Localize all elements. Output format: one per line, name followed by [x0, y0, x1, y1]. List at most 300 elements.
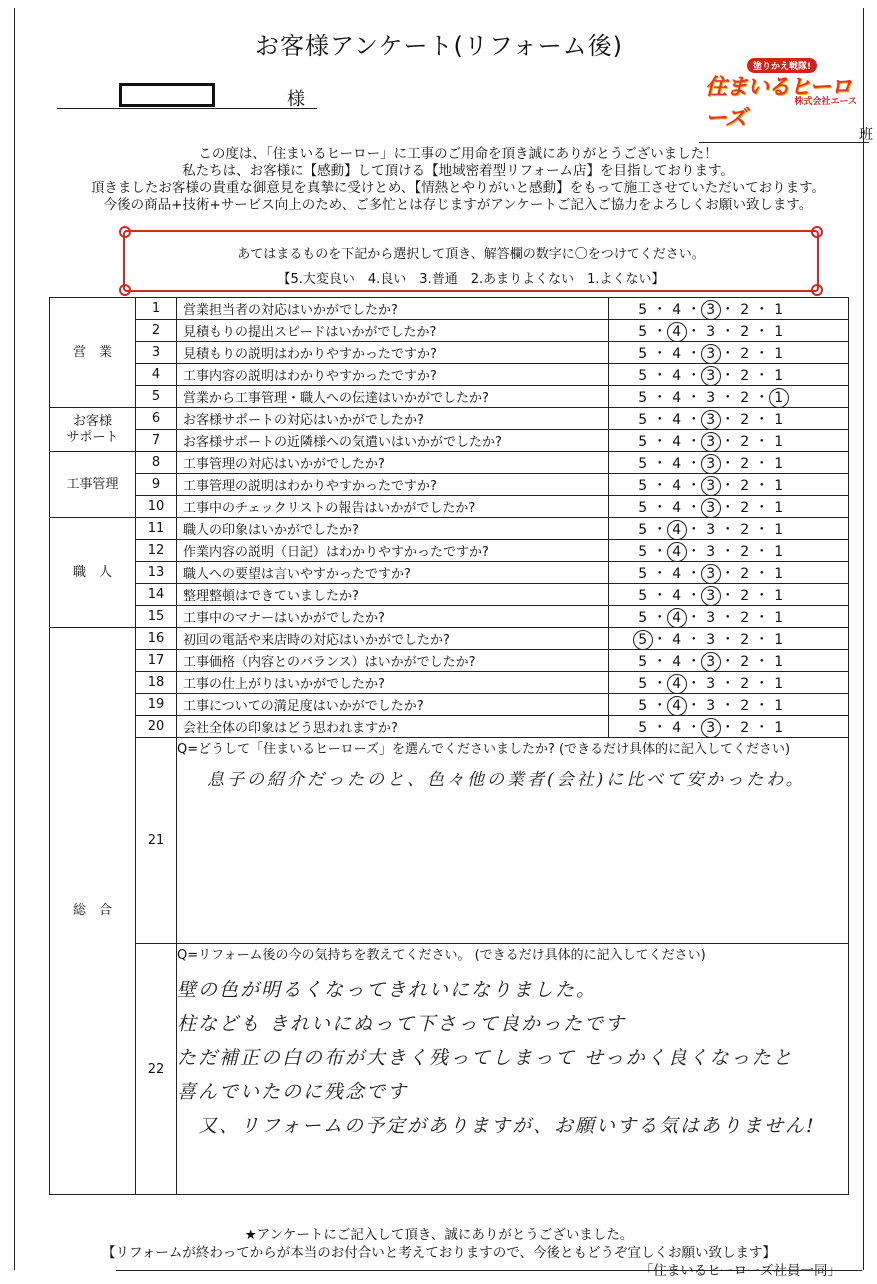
rating-option[interactable]: 3 — [706, 697, 716, 714]
rating-option[interactable]: 2 — [740, 411, 750, 428]
footer-rule — [116, 1270, 862, 1271]
question-number: 17 — [136, 650, 177, 672]
scale-separator: ・ — [754, 697, 770, 714]
question-number: 22 — [136, 944, 177, 1195]
scale-separator: ・ — [720, 301, 736, 318]
question-number: 20 — [136, 716, 177, 738]
scale-separator: ・ — [720, 521, 736, 538]
rating-option[interactable]: 1 — [774, 521, 784, 538]
scale-separator: ・ — [720, 631, 736, 648]
category-eigyo: 営 業 — [50, 298, 136, 408]
question-text: お客様サポートの近隣様への気遣いはいかがでしたか? — [177, 430, 609, 452]
rating-option-selected[interactable]: 3 — [702, 412, 720, 428]
rating-option[interactable]: 2 — [740, 587, 750, 604]
free-answer-cell[interactable] — [177, 738, 849, 944]
free-question-text: Q=リフォーム後の今の気持ちを教えてください。 (できるだけ具体的に記入してください) — [177, 948, 706, 963]
rating-option[interactable]: 2 — [740, 433, 750, 450]
scroll-curl-decoration — [119, 226, 131, 238]
question-row — [50, 430, 849, 452]
handwritten-line: 壁の色が明るくなってきれいになりました。 — [177, 979, 598, 1001]
scale-separator: ・ — [652, 697, 668, 714]
rating-option[interactable]: 5 — [638, 719, 648, 736]
footer-thanks: ★アンケートにご記入して頂き、誠にありがとうございました。 — [244, 1227, 634, 1243]
scale-separator: ・ — [720, 367, 736, 384]
scale-separator: ・ — [652, 477, 668, 494]
rating-option[interactable]: 2 — [740, 455, 750, 472]
intro-line: 私たちは、お客様に【感動】して頂ける【地域密着型リフォーム店】を目指しております。 — [182, 163, 734, 179]
rating-option[interactable]: 4 — [672, 587, 682, 604]
rating-scale — [609, 540, 849, 562]
question-text: 工事の仕上がりはいかがでしたか? — [177, 672, 609, 694]
question-text: 工事管理の説明はわかりやすかったですか? — [177, 474, 609, 496]
rating-option-selected[interactable]: 4 — [668, 676, 686, 692]
rating-option[interactable]: 1 — [774, 499, 784, 516]
question-number: 8 — [136, 452, 177, 474]
question-text: 工事管理の対応はいかがでしたか? — [177, 452, 609, 474]
rating-option-selected[interactable]: 3 — [702, 720, 720, 736]
rating-option[interactable]: 5 — [638, 499, 648, 516]
question-row — [50, 386, 849, 408]
rating-option[interactable]: 4 — [672, 653, 682, 670]
rating-option[interactable]: 1 — [774, 697, 784, 714]
question-text: 作業内容の説明（日記）はわかりやすかったですか? — [177, 540, 609, 562]
handwritten-line: 又、リフォームの予定がありますが、お願いする気はありません! — [177, 1115, 816, 1137]
question-number: 11 — [136, 518, 177, 540]
rating-option-selected[interactable]: 4 — [668, 544, 686, 560]
rating-option[interactable]: 1 — [774, 543, 784, 560]
question-text: 工事価格（内容とのバランス）はいかがでしたか? — [177, 650, 609, 672]
scale-separator: ・ — [652, 345, 668, 362]
rating-option[interactable]: 2 — [740, 345, 750, 362]
question-text: 工事中のチェックリストの報告はいかがでしたか? — [177, 496, 609, 518]
intro-line: 頂きましたお客様の貴重な御意見を真摯に受けとめ、【情熱とやりがいと感動】をもって施工させていただいております。 — [90, 180, 826, 196]
rating-option[interactable]: 1 — [774, 345, 784, 362]
rating-scale — [609, 452, 849, 474]
customer-honorific: 様 — [287, 89, 305, 110]
question-text: 職人への要望は言いやすかったですか? — [177, 562, 609, 584]
company-logo — [705, 58, 865, 131]
name-underline — [57, 108, 317, 109]
rating-option[interactable]: 5 — [638, 565, 648, 582]
rating-option[interactable]: 5 — [638, 367, 648, 384]
scale-separator: ・ — [652, 301, 668, 318]
scale-separator: ・ — [754, 631, 770, 648]
scale-separator: ・ — [754, 455, 770, 472]
rating-option-selected[interactable]: 3 — [702, 434, 720, 450]
question-number: 12 — [136, 540, 177, 562]
scale-separator: ・ — [686, 389, 702, 406]
question-number: 18 — [136, 672, 177, 694]
rating-option[interactable]: 2 — [740, 521, 750, 538]
rating-option[interactable]: 2 — [740, 675, 750, 692]
scale-separator: ・ — [652, 653, 668, 670]
scale-separator: ・ — [652, 587, 668, 604]
scale-separator: ・ — [754, 367, 770, 384]
scale-separator: ・ — [720, 719, 736, 736]
category-kanri: 工事管理 — [50, 452, 136, 518]
scale-separator: ・ — [754, 543, 770, 560]
rating-option[interactable]: 5 — [638, 389, 648, 406]
rating-option[interactable]: 5 — [638, 345, 648, 362]
rating-option-selected[interactable]: 3 — [702, 478, 720, 494]
scale-separator: ・ — [652, 411, 668, 428]
scale-separator: ・ — [754, 433, 770, 450]
scroll-curl-decoration — [811, 226, 823, 238]
rating-option[interactable]: 4 — [672, 345, 682, 362]
rating-option[interactable]: 5 — [638, 521, 648, 538]
rating-scale — [609, 628, 849, 650]
question-text: 見積もりの提出スピードはいかがでしたか? — [177, 320, 609, 342]
survey-table — [49, 297, 849, 1195]
scale-separator: ・ — [720, 587, 736, 604]
scale-separator: ・ — [686, 499, 702, 516]
scale-separator: ・ — [754, 587, 770, 604]
scale-separator: ・ — [754, 521, 770, 538]
rating-option-selected[interactable]: 3 — [702, 456, 720, 472]
rating-scale — [609, 562, 849, 584]
scale-separator: ・ — [686, 697, 702, 714]
question-text: お客様サポートの対応はいかがでしたか? — [177, 408, 609, 430]
rating-option-selected[interactable]: 3 — [702, 368, 720, 384]
rating-option[interactable]: 4 — [672, 301, 682, 318]
scale-separator: ・ — [754, 675, 770, 692]
question-number: 14 — [136, 584, 177, 606]
scale-separator: ・ — [720, 675, 736, 692]
rating-option-selected[interactable]: 3 — [702, 654, 720, 670]
handwritten-line: 息子の紹介だったのと、色々他の業者(会社)に比べて安かったわ。 — [207, 770, 806, 790]
instruction-line-1: あてはまるものを下記から選択して頂き、解答欄の数字に〇をつけてください。 — [237, 247, 705, 262]
scale-separator: ・ — [686, 521, 702, 538]
rating-option[interactable]: 1 — [774, 587, 784, 604]
rating-option[interactable]: 3 — [706, 389, 716, 406]
scale-separator: ・ — [652, 433, 668, 450]
scale-separator: ・ — [686, 323, 702, 340]
page-title: お客様アンケート(リフォーム後) — [254, 32, 624, 60]
rating-option[interactable]: 4 — [672, 499, 682, 516]
rating-option[interactable]: 4 — [672, 411, 682, 428]
rating-option[interactable]: 5 — [638, 543, 648, 560]
rating-option-selected[interactable]: 3 — [702, 566, 720, 582]
rating-option[interactable]: 3 — [706, 631, 716, 648]
scale-separator: ・ — [686, 345, 702, 362]
handwritten-line: 喜んでいたのに残念です — [177, 1081, 409, 1103]
scale-separator: ・ — [652, 323, 668, 340]
scale-separator: ・ — [686, 565, 702, 582]
rating-option[interactable]: 4 — [672, 719, 682, 736]
question-text: 営業担当者の対応はいかがでしたか? — [177, 298, 609, 320]
question-row — [50, 342, 849, 364]
rating-option[interactable]: 5 — [638, 653, 648, 670]
scale-separator: ・ — [754, 609, 770, 626]
rating-option[interactable]: 5 — [638, 301, 648, 318]
scale-separator: ・ — [720, 499, 736, 516]
handwritten-answer — [207, 763, 848, 797]
rating-scale — [609, 364, 849, 386]
free-answer-row — [50, 944, 849, 1195]
scale-separator: ・ — [686, 367, 702, 384]
question-number: 7 — [136, 430, 177, 452]
rating-option[interactable]: 1 — [774, 675, 784, 692]
scale-separator: ・ — [754, 653, 770, 670]
rating-option[interactable]: 5 — [638, 411, 648, 428]
rating-option[interactable]: 2 — [740, 565, 750, 582]
scale-separator: ・ — [754, 719, 770, 736]
question-text: 工事内容の説明はわかりやすかったですか? — [177, 364, 609, 386]
rating-option[interactable]: 5 — [638, 609, 648, 626]
question-number: 4 — [136, 364, 177, 386]
rating-option-selected[interactable]: 3 — [702, 588, 720, 604]
logo-tag: 塗りかえ戦隊! — [747, 58, 817, 73]
question-row — [50, 298, 849, 320]
rating-option[interactable]: 2 — [740, 697, 750, 714]
scale-separator: ・ — [652, 543, 668, 560]
free-answer-cell[interactable] — [177, 944, 849, 1195]
intro-text — [43, 146, 873, 214]
category-support-line: サポート — [66, 429, 119, 445]
rating-option[interactable]: 4 — [672, 477, 682, 494]
rating-option[interactable]: 4 — [672, 631, 682, 648]
question-number: 2 — [136, 320, 177, 342]
question-row — [50, 452, 849, 474]
scale-separator: ・ — [754, 477, 770, 494]
rating-option-selected[interactable]: 1 — [770, 390, 788, 406]
logo-company: 株式会社エース — [794, 97, 857, 107]
instruction-scale: 【5.大変良い 4.良い 3.普通 2.あまりよくない 1.よくない】 — [277, 272, 665, 287]
scale-separator: ・ — [686, 631, 702, 648]
rating-scale — [609, 606, 849, 628]
rating-option-selected[interactable]: 4 — [668, 698, 686, 714]
rating-scale — [609, 518, 849, 540]
question-row — [50, 606, 849, 628]
rating-option[interactable]: 1 — [774, 323, 784, 340]
rating-option[interactable]: 5 — [638, 433, 648, 450]
rating-option[interactable]: 2 — [740, 609, 750, 626]
scale-separator: ・ — [686, 433, 702, 450]
rating-option[interactable]: 1 — [774, 631, 784, 648]
rating-scale — [609, 342, 849, 364]
rating-option[interactable]: 5 — [638, 675, 648, 692]
rating-scale — [609, 584, 849, 606]
rating-option[interactable]: 1 — [774, 565, 784, 582]
scale-separator: ・ — [754, 301, 770, 318]
intro-line: この度は、「住まいるヒーロー」に工事のご用命を頂き誠にありがとうございました！ — [198, 146, 718, 162]
handwritten-answer — [177, 973, 848, 1143]
rating-scale — [609, 474, 849, 496]
rating-option[interactable]: 4 — [672, 367, 682, 384]
question-row — [50, 496, 849, 518]
question-text: 初回の電話や来店時の対応はいかがでしたか? — [177, 628, 609, 650]
footer-message: 【リフォームが終わってからが本当のお付合いと考えておりますので、今後ともどうぞ宜しくお願い致します】 — [102, 1245, 776, 1261]
scale-separator: ・ — [686, 609, 702, 626]
rating-scale — [609, 496, 849, 518]
question-row — [50, 650, 849, 672]
scale-separator: ・ — [754, 389, 770, 406]
rating-option[interactable]: 2 — [740, 477, 750, 494]
category-shokunin: 職 人 — [50, 518, 136, 628]
scale-separator: ・ — [652, 367, 668, 384]
question-text: 整理整頓はできていましたか? — [177, 584, 609, 606]
rating-option[interactable]: 1 — [774, 411, 784, 428]
rating-option[interactable]: 4 — [672, 565, 682, 582]
rating-option-selected[interactable]: 3 — [702, 302, 720, 318]
scale-separator: ・ — [652, 675, 668, 692]
rating-option[interactable]: 2 — [740, 653, 750, 670]
scale-separator: ・ — [720, 477, 736, 494]
scale-separator: ・ — [720, 653, 736, 670]
question-row — [50, 540, 849, 562]
scale-separator: ・ — [720, 389, 736, 406]
rating-option-selected[interactable]: 4 — [668, 324, 686, 340]
scale-separator: ・ — [720, 543, 736, 560]
question-number: 5 — [136, 386, 177, 408]
category-support — [50, 408, 136, 452]
scale-separator: ・ — [754, 411, 770, 428]
question-number: 3 — [136, 342, 177, 364]
scale-separator: ・ — [686, 653, 702, 670]
rating-option[interactable]: 1 — [774, 609, 784, 626]
scale-separator: ・ — [754, 565, 770, 582]
rating-option[interactable]: 2 — [740, 631, 750, 648]
question-number: 10 — [136, 496, 177, 518]
rating-scale — [609, 408, 849, 430]
category-support-line: お客様 — [72, 413, 112, 429]
question-text: 職人の印象はいかがでしたか? — [177, 518, 609, 540]
scale-separator: ・ — [720, 345, 736, 362]
scale-separator: ・ — [652, 499, 668, 516]
rating-option[interactable]: 3 — [706, 323, 716, 340]
rating-option-selected[interactable]: 3 — [702, 346, 720, 362]
footer-signature: 「住まいるヒーローズ社員一同」 — [639, 1263, 841, 1279]
intro-line: 今後の商品+技術+サービス向上のため、ご多忙とは存じますがアンケートご記入ご協力をよろしくお願い致します。 — [103, 197, 813, 213]
question-number: 19 — [136, 694, 177, 716]
scale-separator: ・ — [720, 433, 736, 450]
handwritten-line: ただ補正の白の布が大きく残ってしまって せっかく良くなったと — [177, 1047, 794, 1069]
scale-separator: ・ — [652, 521, 668, 538]
scale-separator: ・ — [686, 719, 702, 736]
rating-option[interactable]: 4 — [672, 389, 682, 406]
rating-option[interactable]: 1 — [774, 719, 784, 736]
scale-separator: ・ — [720, 455, 736, 472]
team-underline — [699, 142, 869, 143]
scale-separator: ・ — [652, 389, 668, 406]
category-sogo: 総 合 — [50, 628, 136, 1195]
handwritten-line: 柱なども きれいにぬって下さって良かったです — [177, 1013, 627, 1035]
scale-separator: ・ — [686, 477, 702, 494]
rating-option[interactable]: 1 — [774, 477, 784, 494]
question-row — [50, 364, 849, 386]
question-row — [50, 694, 849, 716]
scale-separator: ・ — [720, 697, 736, 714]
rating-option-selected[interactable]: 4 — [668, 610, 686, 626]
scale-separator: ・ — [720, 565, 736, 582]
logo-name: 住まいるヒーローズ — [705, 75, 852, 131]
scale-separator: ・ — [754, 323, 770, 340]
scale-separator: ・ — [686, 587, 702, 604]
scale-separator: ・ — [686, 543, 702, 560]
question-row — [50, 518, 849, 540]
rating-scale — [609, 386, 849, 408]
scale-separator: ・ — [686, 455, 702, 472]
rating-option-selected[interactable]: 3 — [702, 500, 720, 516]
question-text: 工事中のマナーはいかがでしたか? — [177, 606, 609, 628]
question-row — [50, 584, 849, 606]
question-row — [50, 320, 849, 342]
question-text: 会社全体の印象はどう思われますか? — [177, 716, 609, 738]
question-row — [50, 716, 849, 738]
rating-option-selected[interactable]: 5 — [634, 632, 652, 648]
rating-option[interactable]: 5 — [638, 477, 648, 494]
question-row — [50, 672, 849, 694]
rating-option[interactable]: 5 — [638, 323, 648, 340]
rating-option[interactable]: 5 — [638, 587, 648, 604]
rating-option[interactable]: 5 — [638, 697, 648, 714]
question-row — [50, 408, 849, 430]
rating-option[interactable]: 2 — [740, 323, 750, 340]
question-number: 21 — [136, 738, 177, 944]
rating-option[interactable]: 2 — [740, 719, 750, 736]
scale-separator: ・ — [754, 499, 770, 516]
rating-option[interactable]: 1 — [774, 433, 784, 450]
question-number: 6 — [136, 408, 177, 430]
rating-option[interactable]: 3 — [706, 609, 716, 626]
question-row — [50, 628, 849, 650]
question-number: 9 — [136, 474, 177, 496]
rating-option[interactable]: 4 — [672, 433, 682, 450]
question-text: 見積もりの説明はわかりやすかったですか? — [177, 342, 609, 364]
rating-option[interactable]: 3 — [706, 543, 716, 560]
question-row — [50, 474, 849, 496]
rating-option[interactable]: 2 — [740, 499, 750, 516]
rating-scale — [609, 716, 849, 738]
question-number: 15 — [136, 606, 177, 628]
question-number: 1 — [136, 298, 177, 320]
rating-option[interactable]: 1 — [774, 653, 784, 670]
rating-option[interactable]: 1 — [774, 367, 784, 384]
free-question-text: Q=どうして「住まいるヒーローズ」を選んでくださいましたか? (できるだけ具体的に記入してください) — [177, 742, 791, 757]
free-answer-row — [50, 738, 849, 944]
rating-option[interactable]: 4 — [672, 455, 682, 472]
rating-scale — [609, 672, 849, 694]
rating-option[interactable]: 2 — [740, 367, 750, 384]
team-label: 班 — [859, 127, 873, 143]
scale-separator: ・ — [686, 675, 702, 692]
scale-separator: ・ — [652, 719, 668, 736]
rating-option[interactable]: 3 — [706, 521, 716, 538]
scale-separator: ・ — [720, 411, 736, 428]
scale-separator: ・ — [720, 323, 736, 340]
question-number: 16 — [136, 628, 177, 650]
scale-separator: ・ — [652, 631, 668, 648]
rating-scale — [609, 298, 849, 320]
scale-separator: ・ — [720, 609, 736, 626]
rating-scale — [609, 430, 849, 452]
rating-scale — [609, 650, 849, 672]
rating-option[interactable]: 2 — [740, 543, 750, 560]
rating-option[interactable]: 5 — [638, 455, 648, 472]
rating-option[interactable]: 1 — [774, 455, 784, 472]
rating-option[interactable]: 1 — [774, 301, 784, 318]
rating-option-selected[interactable]: 4 — [668, 522, 686, 538]
rating-scale — [609, 694, 849, 716]
question-row — [50, 562, 849, 584]
rating-option[interactable]: 2 — [740, 389, 750, 406]
footer — [15, 1226, 863, 1279]
question-number: 13 — [136, 562, 177, 584]
scale-separator: ・ — [652, 565, 668, 582]
rating-option[interactable]: 2 — [740, 301, 750, 318]
rating-option[interactable]: 3 — [706, 675, 716, 692]
survey-sheet — [14, 8, 873, 1279]
